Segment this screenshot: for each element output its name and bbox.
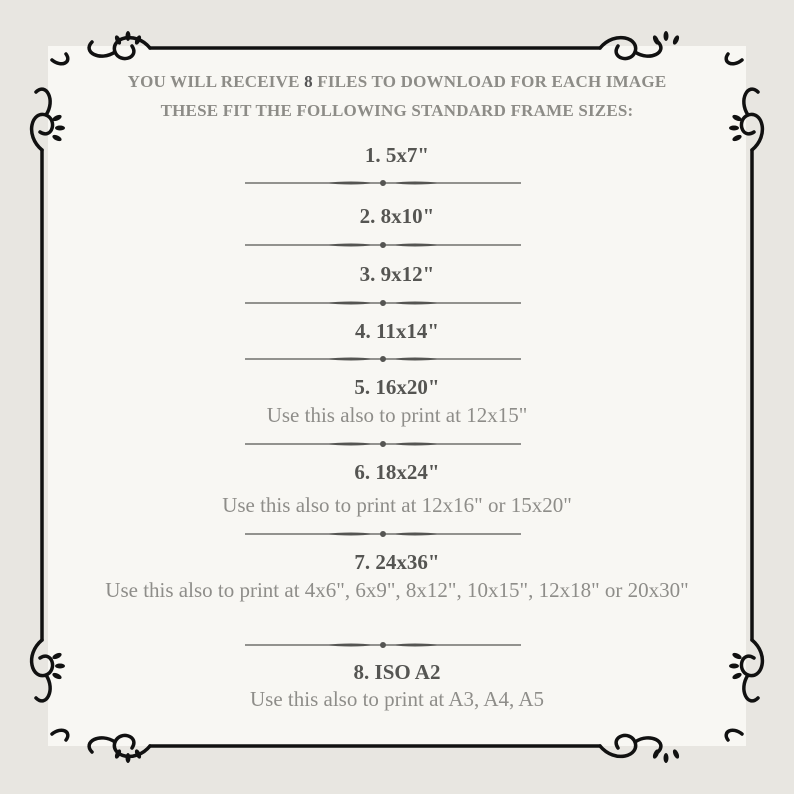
file-count: 8 — [304, 72, 313, 91]
header-text-after: FILES TO DOWNLOAD FOR EACH IMAGE — [317, 72, 667, 91]
size-item-title: 8. ISO A2 — [353, 660, 441, 684]
header-text-before: YOU WILL RECEIVE — [127, 72, 300, 91]
header-line-2: THESE FIT THE FOLLOWING STANDARD FRAME SIZES: — [160, 101, 634, 120]
size-item-title: 2. 8x10" — [359, 204, 435, 228]
size-item-title: 6. 18x24" — [354, 460, 440, 484]
ornamental-divider — [245, 439, 521, 449]
size-item-note: Use this also to print at 12x15" — [266, 403, 528, 427]
size-item-title: 4. 11x14" — [355, 319, 439, 343]
size-item-note: Use this also to print at 12x16" or 15x20" — [222, 493, 572, 517]
ornamental-divider — [245, 529, 521, 539]
size-item-title: 1. 5x7" — [364, 143, 430, 167]
ornamental-divider — [245, 178, 521, 188]
size-item-note: Use this also to print at A3, A4, A5 — [250, 687, 544, 711]
ornamental-divider — [245, 354, 521, 364]
header-line-1 — [0, 72, 794, 92]
ornamental-divider — [245, 240, 521, 250]
ornamental-divider — [245, 640, 521, 650]
size-item-title: 7. 24x36" — [354, 550, 440, 574]
size-item-title: 3. 9x12" — [359, 262, 435, 286]
size-item-note: Use this also to print at 4x6", 6x9", 8x12", 10x15", 12x18" or 20x30" — [105, 578, 689, 602]
ornamental-divider — [245, 298, 521, 308]
size-item-title: 5. 16x20" — [354, 375, 440, 399]
